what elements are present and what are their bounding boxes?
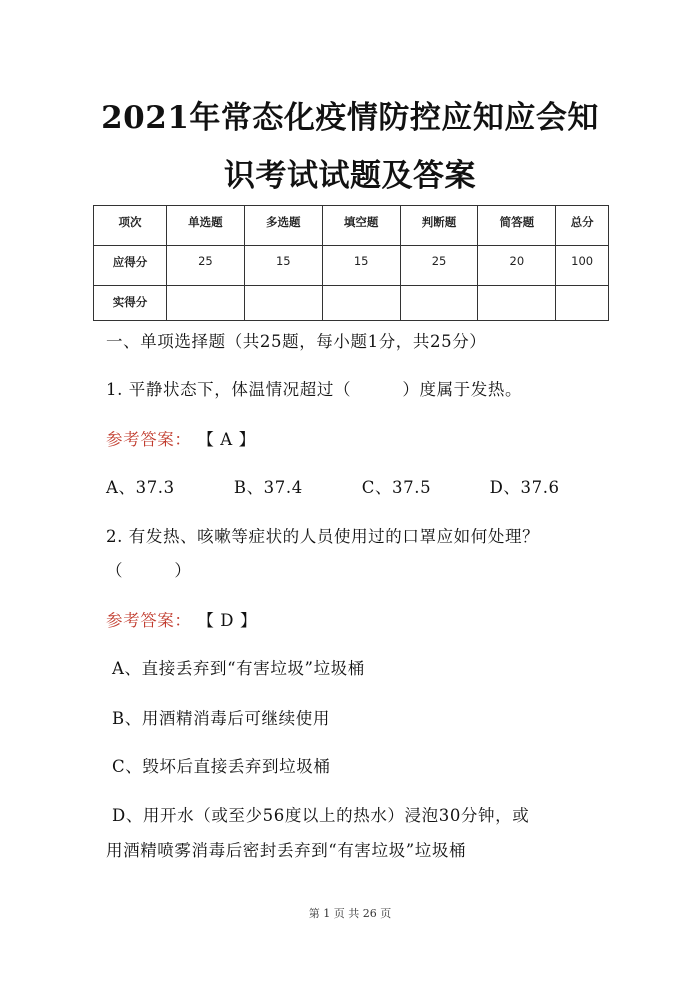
score-table-should-row: [94, 246, 609, 286]
row-label-cell: 实得分: [94, 286, 167, 321]
option-d: D、用开水（或至少56度以上的热水）浸泡30分钟，或: [112, 806, 530, 825]
score-cell: 25: [167, 246, 245, 286]
option-b: B、用酒精消毒后可继续使用: [112, 709, 330, 728]
header-cell: 单选题: [167, 206, 245, 246]
empty-score-cell: [167, 286, 245, 321]
question-2-text: 2. 有发热、咳嗽等症状的人员使用过的口罩应如何处理？: [106, 527, 540, 546]
score-cell: 15: [244, 246, 322, 286]
empty-score-cell: [322, 286, 400, 321]
score-cell: 25: [400, 246, 478, 286]
row-label-cell: 应得分: [94, 246, 167, 286]
empty-score-cell: [478, 286, 556, 321]
header-cell: 多选题: [244, 206, 322, 246]
option-a: A、直接丢弃到“有害垃圾”垃圾桶: [112, 659, 365, 678]
header-cell: 简答题: [478, 206, 556, 246]
score-cell: 20: [478, 246, 556, 286]
score-cell: 100: [556, 246, 609, 286]
option-c: C、毁坏后直接丢弃到垃圾桶: [112, 757, 331, 776]
question-1-options: [106, 474, 560, 498]
section-heading: 一、单项选择题（共25题，每小题1分，共25分）: [106, 332, 487, 351]
answer-value: 【 D 】: [197, 611, 258, 630]
answer-value: 【 A 】: [197, 430, 256, 449]
score-table-header-row: [94, 206, 609, 246]
score-cell: 15: [322, 246, 400, 286]
answer-label: 参考答案：: [106, 430, 192, 449]
option-a: A、37.3: [106, 478, 175, 497]
question-1-text: 1. 平静状态下，体温情况超过（ ）度属于发热。: [106, 380, 523, 399]
score-table: [93, 205, 609, 321]
page-footer: 第 1 页 共 26 页: [308, 907, 392, 920]
option-c: C、37.5: [361, 478, 432, 497]
header-cell: 填空题: [322, 206, 400, 246]
header-cell: 总分: [556, 206, 609, 246]
question-2-answer: [106, 607, 257, 631]
option-d: D、37.6: [489, 478, 560, 497]
header-cell: 项次: [94, 206, 167, 246]
option-d-continuation: 用酒精喷雾消毒后密封丢弃到“有害垃圾”垃圾桶: [106, 841, 467, 860]
empty-score-cell: [556, 286, 609, 321]
answer-label: 参考答案：: [106, 611, 192, 630]
score-table-actual-row: [94, 286, 609, 321]
question-2-blank: （ ）: [106, 561, 192, 580]
empty-score-cell: [244, 286, 322, 321]
title-line-2: 识考试试题及答案: [224, 158, 476, 194]
empty-score-cell: [400, 286, 478, 321]
option-b: B、37.4: [233, 478, 303, 497]
header-cell: 判断题: [400, 206, 478, 246]
title-line-1: 2021年常态化疫情防控应知应会知: [101, 100, 599, 136]
question-1-answer: [106, 426, 256, 450]
